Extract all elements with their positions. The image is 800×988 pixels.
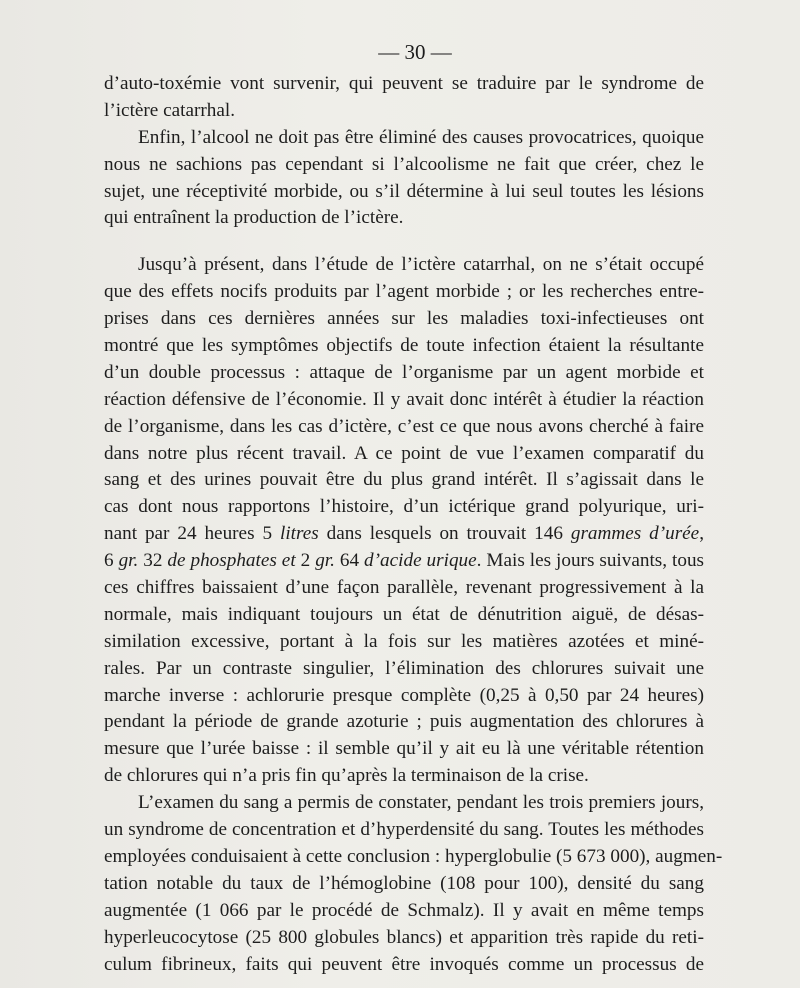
text-line: L’examen du sang a permis de constater, pendant les trois premiers jours, — [138, 792, 704, 814]
text-line: ces chiffres baissaient d’une façon parallèle, revenant progressivement à la — [104, 577, 704, 599]
text-line: d’auto-toxémie vont survenir, qui peuvent se traduire par le syndrome de — [104, 73, 704, 94]
paragraph-2 — [104, 125, 704, 233]
text-line: hyperleucocytose (25 800 globules blancs) et apparition très rapide du reti- — [104, 926, 704, 948]
text-line: qui entraînent la production de l’ictère. — [104, 207, 404, 229]
text-line: nous ne sachions pas cependant si l’alcoolisme ne fait que créer, chez le — [104, 153, 704, 175]
text-line-with-italics: 6 gr. 32 de phosphates et 2 gr. 64 d’acide urique. Mais les jours suivants, tous — [104, 550, 705, 572]
text-line: l’ictère catarrhal. — [104, 99, 236, 121]
text-line: de chlorures qui n’a pris fin qu’après la terminaison de la crise. — [104, 765, 589, 787]
text-line: marche inverse : achlorurie presque complète (0,25 à 0,50 par 24 heures) — [104, 684, 704, 706]
text-line: tation notable du taux de l’hémoglobine (108 pour 100), densité du sang — [104, 872, 704, 894]
italic-term: gr. — [118, 550, 139, 572]
text-line: Jusqu’à présent, dans l’étude de l’ictère catarrhal, on ne s’était occupé — [138, 254, 704, 276]
text-line: cas dont nous rapportons l’histoire, d’un ictérique grand polyurique, uri- — [104, 496, 704, 518]
paragraph-gap — [104, 232, 704, 252]
text-line: prises dans ces dernières années sur les maladies toxi-infectieuses ont — [104, 308, 704, 330]
text-line: normale, mais indiquant toujours un état de dénutrition aiguë, de désas- — [104, 603, 704, 625]
italic-term: gr. — [315, 550, 335, 572]
paragraph-3 — [104, 252, 704, 790]
text-line: sujet, une réceptivité morbide, ou s’il détermine à lui seul toutes les lésions — [104, 180, 704, 202]
italic-term: litres — [279, 523, 319, 545]
text-line: que des effets nocifs produits par l’agent morbide ; or les recherches entre- — [104, 281, 704, 303]
text-line: d’un double processus : attaque de l’organisme par un agent morbide et — [104, 361, 704, 383]
text-line: réaction défensive de l’économie. Il y avait donc intérêt à étudier la réaction — [104, 388, 704, 410]
text-line: sang et des urines pouvait être du plus grand intérêt. Il s’agissait dans le — [104, 469, 704, 491]
paragraph-1 — [104, 71, 704, 125]
text-line: de l’organisme, dans les cas d’ictère, c’est ce que nous avons cherché à faire — [104, 415, 704, 437]
text-line: montré que les symptômes objectifs de toute infection étaient la résultante — [104, 335, 704, 357]
italic-term: d’acide urique — [364, 550, 477, 572]
text-line: dans notre plus récent travail. A ce point de vue l’examen comparatif du — [104, 442, 704, 464]
text-line: rales. Par un contraste singulier, l’élimination des chlorures suivait une — [104, 657, 704, 679]
italic-term: de phosphates et — [167, 550, 296, 572]
text-line: employées conduisaient à cette conclusion : hyperglobulie (5 673 000), augmen- — [104, 845, 723, 867]
text-line: culum fibrineux, faits qui peuvent être invoqués comme un processus de — [104, 953, 704, 975]
text-line: un syndrome de concentration et d’hyperdensité du sang. Toutes les méthodes — [104, 819, 704, 841]
text-line: Enfin, l’alcool ne doit pas être éliminé des causes provocatrices, quoique — [138, 126, 704, 148]
italic-term: grammes d’urée — [570, 523, 700, 545]
text-line: mesure que l’urée baisse : il semble qu’il y ait eu là une véritable rétention — [104, 738, 704, 760]
text-line: augmentée (1 066 par le procédé de Schmalz). Il y avait en même temps — [104, 899, 704, 921]
text-line: pendant la période de grande azoturie ; puis augmentation des chlorures à — [104, 711, 704, 733]
page-number: — 30 — — [378, 40, 452, 64]
body-text — [104, 71, 723, 978]
paragraph-4 — [104, 790, 723, 978]
text-line-with-italics: nant par 24 heures 5 litres dans lesquels on trouvait 146 grammes d’urée, — [104, 523, 704, 545]
text-line: similation excessive, portant à la fois sur les matières azotées et miné- — [104, 630, 704, 652]
